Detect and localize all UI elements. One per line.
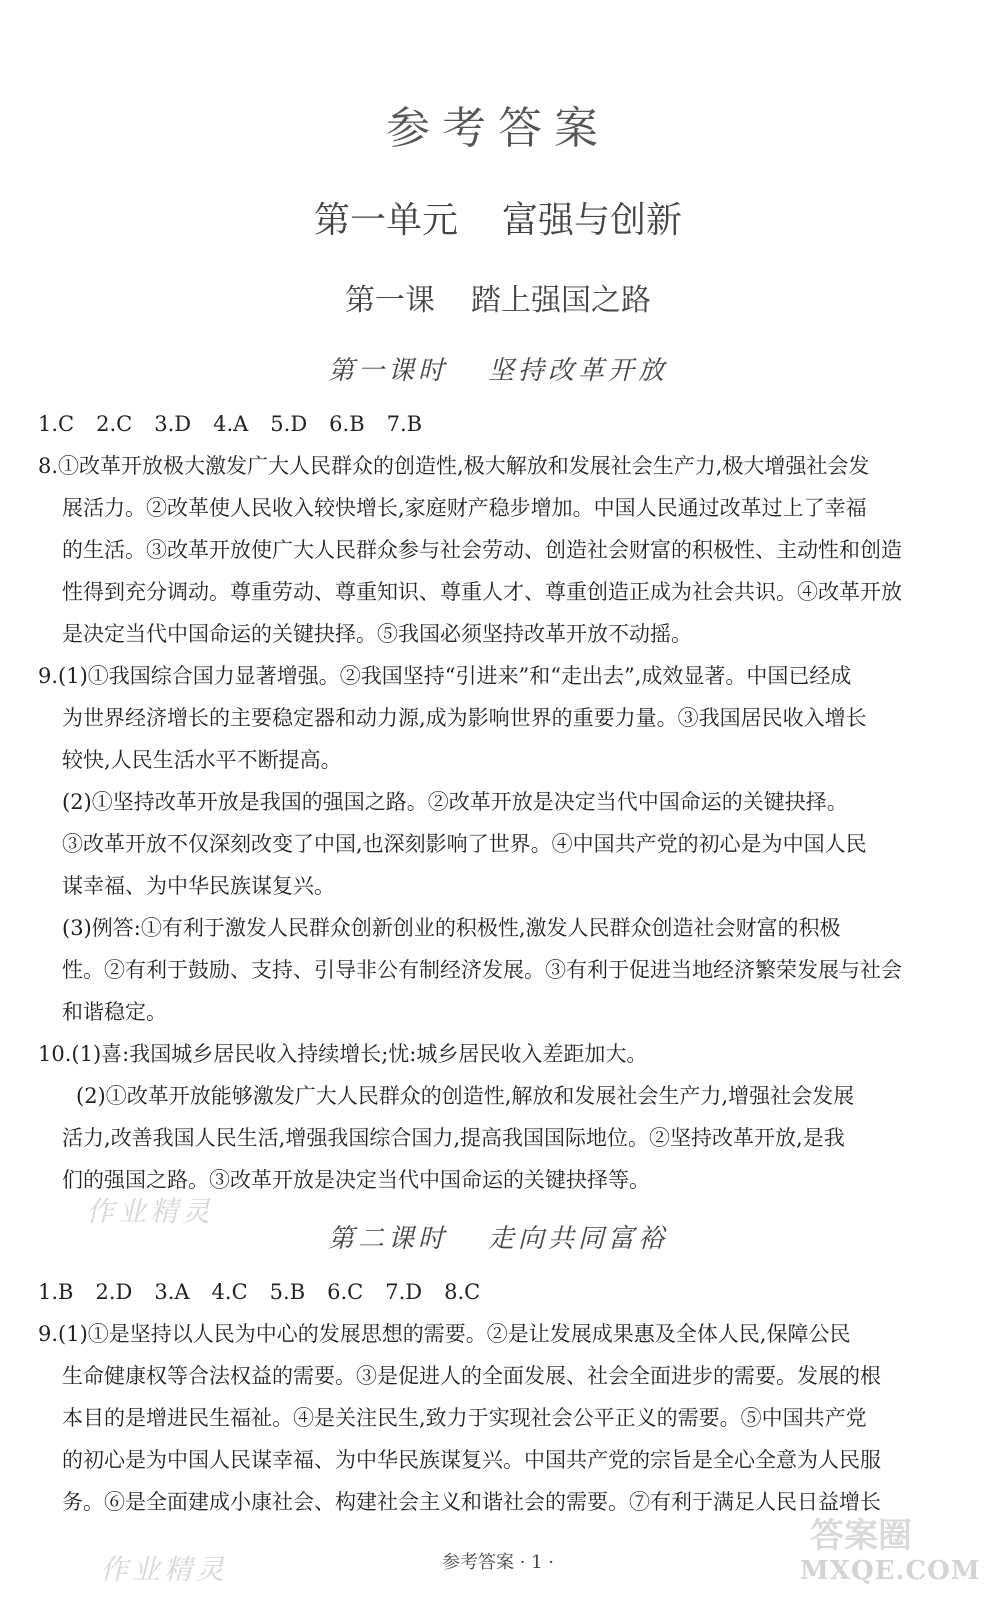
answer-line: 是决定当代中国命运的关键抉择。⑤我国必须坚持改革开放不动摇。 <box>62 622 692 646</box>
choice-answer: 1.C <box>38 412 75 436</box>
section-name: 坚持改革开放 <box>488 356 669 386</box>
choice-answers-2 <box>38 1272 968 1313</box>
watermark: 作业精灵 <box>86 1195 215 1228</box>
answer-line: (2)①坚持改革开放是我国的强国之路。②改革开放是决定当代中国命运的关键抉择。 <box>62 790 848 814</box>
answer-line: 活力,改善我国人民生活,增强我国综合国力,提高我国国际地位。②坚持改革开放,是我 <box>62 1126 845 1150</box>
answer-line: 性。②有利于鼓励、支持、引导非公有制经济发展。③有利于促进当地经济繁荣发展与社会 <box>62 958 902 982</box>
choice-answer: 4.A <box>213 412 249 436</box>
lesson-heading <box>0 275 996 319</box>
choice-answer: 3.D <box>154 412 192 436</box>
answer-line: (2)①改革开放能够激发广大人民群众的创造性,解放和发展社会生产力,增强社会发展 <box>76 1084 855 1108</box>
choice-answer: 5.B <box>269 1280 306 1304</box>
section-heading-1 <box>0 350 996 387</box>
answer-line: 务。⑥是全面建成小康社会、构建社会主义和谐社会的需要。⑦有利于满足人民日益增长 <box>62 1490 881 1514</box>
choice-answer: 6.C <box>327 1280 364 1304</box>
logo-text-bottom: MXQE.COM <box>800 1556 981 1586</box>
page-footer: 参考答案 · 1 · <box>441 1552 555 1573</box>
choice-answer: 4.C <box>211 1280 248 1304</box>
choice-answer: 7.B <box>386 412 423 436</box>
page-title: 参考答案 <box>386 103 610 154</box>
answer-line: 的生活。③改革开放使广大人民群众参与社会劳动、创造社会财富的积极性、主动性和创造 <box>62 538 902 562</box>
unit-name: 富强与创新 <box>502 200 683 241</box>
answer-line: 和谐稳定。 <box>62 1000 167 1024</box>
lesson-name: 踏上强国之路 <box>471 283 651 318</box>
answer-line: 较快,人民生活水平不断提高。 <box>62 748 342 772</box>
choice-answer: 8.C <box>444 1280 481 1304</box>
unit-label: 第一单元 <box>313 200 458 241</box>
watermark: 作业精灵 <box>100 1553 229 1586</box>
lesson-label: 第一课 <box>345 283 435 318</box>
section-heading-2 <box>0 1218 996 1255</box>
answer-line: 10.(1)喜:我国城乡居民收入持续增长;忧:城乡居民收入差距加大。 <box>38 1042 648 1066</box>
answer-line: 的初心是为中国人民谋幸福、为中华民族谋复兴。中国共产党的宗旨是全心全意为人民服 <box>62 1448 881 1472</box>
choice-answer: 3.A <box>154 1280 190 1304</box>
choice-answer: 2.D <box>95 1280 133 1304</box>
answer-line: 谋幸福、为中华民族谋复兴。 <box>62 874 335 898</box>
answer-line: 展活力。②改革使人民收入较快增长,家庭财产稳步增加。中国人民通过改革过上了幸福 <box>62 496 867 520</box>
logo-text-top: 答案圈 <box>810 1516 912 1556</box>
choice-answer: 2.C <box>96 412 133 436</box>
choice-answer: 6.B <box>329 412 365 436</box>
choice-answer: 7.D <box>385 1280 423 1304</box>
section-label: 第二课时 <box>327 1224 448 1254</box>
answer-line: 8.①改革开放极大激发广大人民群众的创造性,极大解放和发展社会生产力,极大增强社会发 <box>38 454 870 478</box>
answer-line: 生命健康权等合法权益的需要。③是促进人的全面发展、社会全面进步的需要。发展的根 <box>62 1364 881 1388</box>
answer-line: 们的强国之路。③改革开放是决定当代中国命运的关键抉择等。 <box>62 1168 650 1192</box>
answer-line: 9.(1)①我国综合国力显著增强。②我国坚持“引进来”和“走出去”,成效显著。中国已经成 <box>38 664 852 688</box>
answer-line: 9.(1)①是坚持以人民为中心的发展思想的需要。②是让发展成果惠及全体人民,保障公民 <box>38 1322 851 1346</box>
site-logo <box>800 1508 980 1592</box>
choice-answer: 5.D <box>270 412 308 436</box>
section-label: 第一课时 <box>327 356 448 386</box>
answer-line: 性得到充分调动。尊重劳动、尊重知识、尊重人才、尊重创造正成为社会共识。④改革开放 <box>62 580 902 604</box>
section-name: 走向共同富裕 <box>488 1224 669 1254</box>
answer-line: ③改革开放不仅深刻改变了中国,也深刻影响了世界。④中国共产党的初心是为中国人民 <box>62 832 867 856</box>
answer-line: 为世界经济增长的主要稳定器和动力源,成为影响世界的重要力量。③我国居民收入增长 <box>62 706 867 730</box>
choice-answer: 1.B <box>38 1280 74 1304</box>
answer-line: (3)例答:①有利于激发人民群众创新创业的积极性,激发人民群众创造社会财富的积极 <box>62 916 841 940</box>
unit-heading <box>0 192 996 243</box>
choice-answers-1 <box>38 404 968 445</box>
answer-line: 本目的是增进民生福祉。④是关注民生,致力于实现社会公平正义的需要。⑤中国共产党 <box>62 1406 867 1430</box>
